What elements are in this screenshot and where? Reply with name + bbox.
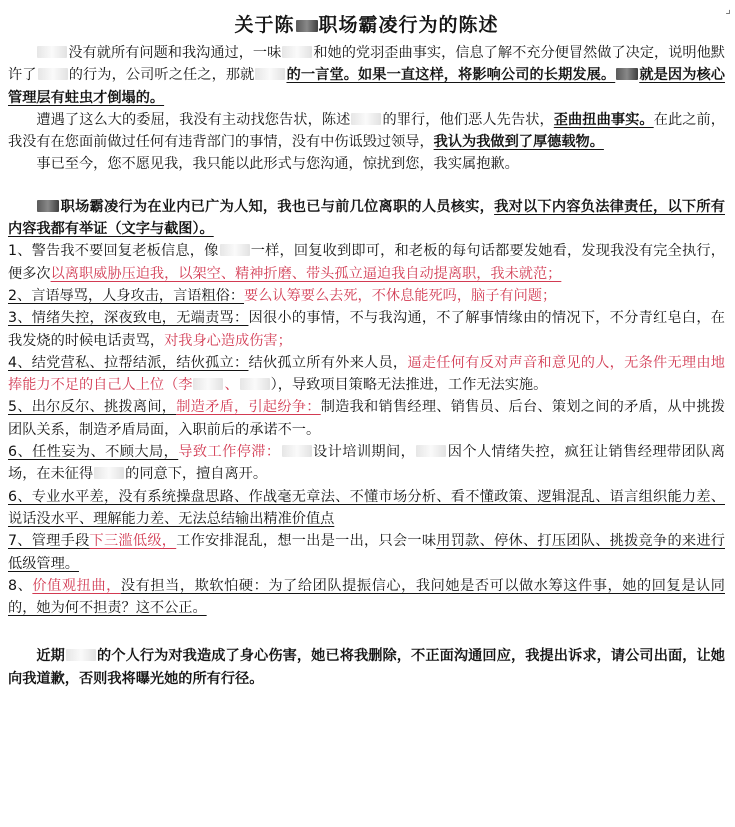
list-item: 6、任性妄为、不顾大局，导致工作停滞： 设计培训期间， 因个人情绪失控，疯狂让销售经理带团队离场，在未征得 的同意下，擅自离开。 [8, 444, 725, 483]
redacted-name [255, 68, 285, 80]
redacted-name [282, 445, 312, 457]
redacted-name [240, 378, 270, 390]
redacted-name [94, 467, 124, 479]
intro-paragraph-3: 事已至今，您不愿见我，我只能以此形式与您沟通，惊扰到您，我实属抱歉。 [36, 156, 519, 173]
list-item: 2、言语辱骂，人身攻击，言语粗俗：要么认筹要么去死，不休息能死吗，脑子有问题； [8, 287, 557, 304]
list-item: 3、情绪失控，深夜致电，无端责骂：因很小的事情，不与我沟通，不了解事情缘由的情况下，不分青红皂白，在我发烧的时候电话责骂，对我身心造成伤害； [8, 310, 725, 349]
redacted-name [193, 378, 223, 390]
document-title: 关于陈 职场霸凌行为的陈述 [234, 14, 499, 36]
redacted-name [37, 46, 67, 58]
list-item: 5、出尔反尔、挑拨离间，制造矛盾，引起纷争：制造我和销售经理、销售员、后台、策划之间的矛盾，从中挑拨团队关系，制造矛盾局面，入职前后的承诺不一。 [8, 399, 725, 438]
list-item: 8、价值观扭曲，没有担当，欺软怕硬：为了给团队提振信心，我问她是否可以做水筹这件事，她的回复是认同的，她为何不担责？这不公正。 [8, 577, 725, 617]
list-item: 1、警告我不要回复老板信息，像 一样，回复收到即可，和老板的每句话都要发她看，发现我没有完全执行，便多次以离职威胁压迫我，以架空、精神折磨、带头孤立逼迫我自动提离职，我未就范； [8, 243, 725, 282]
redacted-name [616, 68, 638, 80]
redacted-name [416, 445, 446, 457]
intro-paragraph-2: 遭遇了这么大的委屈，我没有主动找您告状，陈述 的罪行，他们恶人先告状，歪曲扭曲事实。在此之前，我没有在您面前做过任何有违背部门的事情，没有中伤诋毁过领导，我认为我做到了厚德载物。 [8, 111, 725, 151]
list-item: 6、专业水平差，没有系统操盘思路、作战毫无章法、不懂市场分析、看不懂政策、逻辑混乱、语言组织能力差、说话没水平、理解能力差、无法总结输出精准价值点 [8, 488, 725, 527]
redacted-name [351, 113, 381, 125]
intro-paragraph-1: 没有就所有问题和我沟通过，一味 和她的党羽歪曲事实，信息了解不充分便冒然做了决定，说明他默许了 的行为，公司听之任之，那就 的一言堂。如果一直这样，将影响公司的长期发展。 就是因为核心管理层有蛀虫才倒塌的。 [8, 45, 725, 106]
list-item: 4、结党营私、拉帮结派，结伙孤立：结伙孤立所有外来人员，逼走任何有反对声音和意见的人，无条件无理由地捧能力不足的自己人上位（李 、 ），导致项目策略无法推进，工作无法实施。 [8, 354, 725, 394]
redacted-name [282, 46, 312, 58]
redacted-name [37, 200, 59, 212]
list-item: 7、管理手段下三滥低级，工作安排混乱，想一出是一出，只会一味用罚款、停休、打压团队、挑拨竞争的来进行低级管理。 [8, 533, 725, 572]
corner-mark-icon: ⌟ [725, 2, 731, 16]
redacted-name [66, 649, 96, 661]
redacted-name [296, 20, 318, 32]
redacted-name [38, 68, 68, 80]
redacted-name [220, 244, 250, 256]
closing-paragraph: 近期 的个人行为对我造成了身心伤害，她已将我删除，不正面沟通回应，我提出诉求，请公司出面，让她向我道歉，否则我将曝光她的所有行径。 [8, 648, 725, 687]
evidence-intro: 职场霸凌行为在业内已广为人知，我也已与前几位离职的人员核实，我对以下内容负法律责任，以下所有内容我都有举证（文字与截图）。 [8, 198, 725, 238]
